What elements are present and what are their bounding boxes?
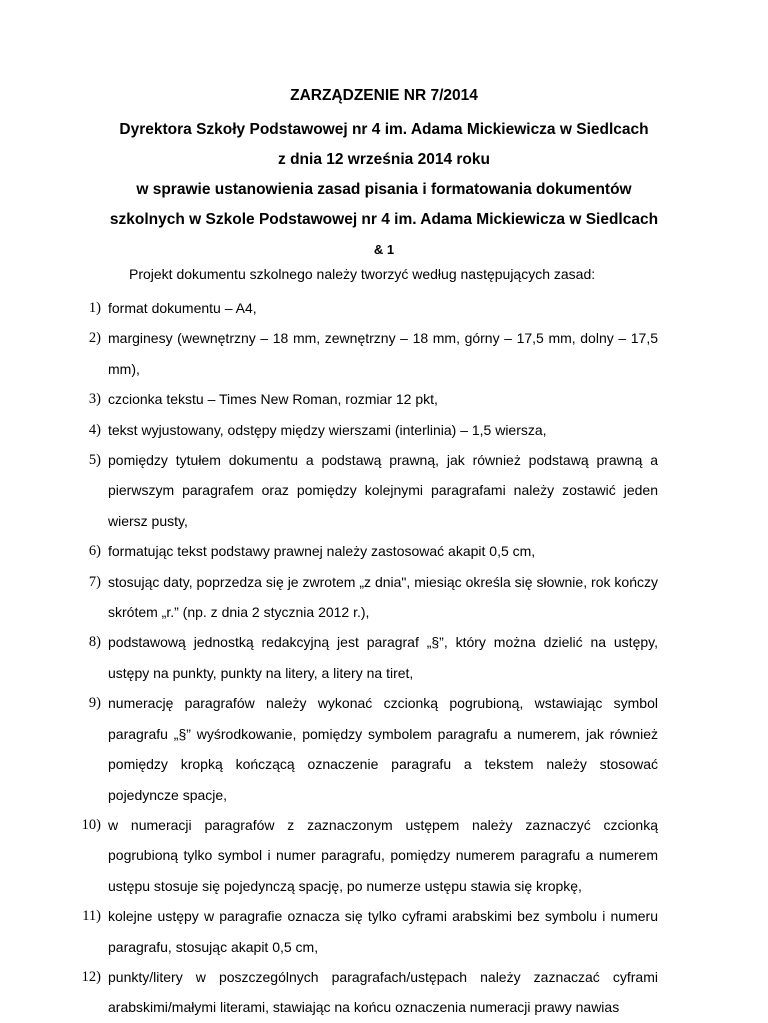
item-number: 2): [88, 330, 101, 347]
item-text: format dokumentu – A4,: [108, 300, 257, 316]
list-item: [0, 901, 658, 962]
list-item: [0, 962, 658, 1023]
item-text: podstawową jednostką redakcyjną jest paragraf „§”, który można dzielić na ustępy, ustępy na punkty, punkty na litery, a litery na tiret,: [108, 634, 658, 681]
item-number: 10): [81, 816, 101, 833]
item-text: pomiędzy tytułem dokumentu a podstawą prawną, jak również podstawą prawną a pierwszym paragrafem oraz pomiędzy kolejnymi paragrafami należy zostawić jeden wiersz pusty,: [108, 452, 658, 529]
item-text: formatując tekst podstawy prawnej należy zastosować akapit 0,5 cm,: [108, 543, 536, 560]
item-text: stosując daty, poprzedza się je zwrotem „z dnia", miesiąc określa się słownie, rok kończy skrótem „r.” (np. z dnia 2 stycznia 2012 r.),: [108, 573, 658, 621]
document-subject-line-2: szkolnych w Szkole Podstawowej nr 4 im. Adama Mickiewicza w Siedlcach: [109, 211, 659, 228]
item-number: 7): [88, 573, 101, 590]
list-item: [0, 293, 658, 323]
item-number: 9): [88, 695, 101, 712]
document-date: z dnia 12 września 2014 roku: [278, 151, 490, 168]
list-item: [0, 384, 658, 414]
list-item: [0, 567, 658, 628]
item-text: w numeracji paragrafów z zaznaczonym ustępem należy zaznaczyć czcionką pogrubioną tylko symbol i numer paragrafu, pomiędzy numerem paragrafu a numerem ustępu stosuje się pojedynczą spację, po numerze ustępu stawia się kropkę,: [108, 816, 658, 894]
item-number: 12): [81, 968, 101, 985]
item-number: 5): [88, 452, 101, 469]
list-item: [0, 810, 658, 901]
list-item: [0, 627, 658, 688]
list-item: [0, 323, 658, 384]
list-item: [0, 445, 658, 536]
section-mark: & 1: [373, 242, 395, 257]
item-number: 6): [88, 543, 101, 560]
item-number: 1): [88, 300, 101, 316]
item-number: 8): [88, 634, 101, 651]
list-item: [0, 536, 658, 566]
intro-text: Projekt dokumentu szkolnego należy tworzyć według następujących zasad:: [129, 266, 596, 282]
list-item: [0, 415, 658, 445]
item-text: numerację paragrafów należy wykonać czcionką pogrubioną, wstawiając symbol paragrafu „§” wyśrodkowanie, pomiędzy symbolem paragrafu a numerem, jak również pomiędzy kropką kończącą oznaczenie paragrafu a tekstem należy stosować pojedyncze spacje,: [108, 695, 658, 803]
item-text: marginesy (wewnętrzny – 18 mm, zewnętrzny – 18 mm, górny – 17,5 mm, dolny – 17,5 mm),: [108, 330, 658, 377]
list-item: [0, 688, 658, 810]
rules-list: [0, 293, 768, 1023]
document-subject-line-1: w sprawie ustanowienia zasad pisania i formatowania dokumentów: [136, 181, 632, 198]
item-number: 3): [88, 391, 101, 408]
document-title: ZARZĄDZENIE NR 7/2014: [290, 87, 478, 104]
item-text: punkty/litery w poszczególnych paragrafach/ustępach należy zaznaczać cyframi arabskimi/małymi literami, stawiając na końcu oznaczenia numeracji prawy nawias: [108, 968, 658, 1016]
item-text: tekst wyjustowany, odstępy między wierszami (interlinia) – 1,5 wiersza,: [108, 421, 547, 438]
item-text: kolejne ustępy w paragrafie oznacza się tylko cyframi arabskimi bez symbolu i numeru paragrafu, stosując akapit 0,5 cm,: [108, 908, 658, 955]
document-issuer: Dyrektora Szkoły Podstawowej nr 4 im. Adama Mickiewicza w Siedlcach: [119, 121, 649, 138]
item-text: czcionka tekstu – Times New Roman, rozmiar 12 pkt,: [108, 391, 438, 408]
item-number: 4): [88, 421, 101, 438]
item-number: 11): [82, 908, 101, 925]
